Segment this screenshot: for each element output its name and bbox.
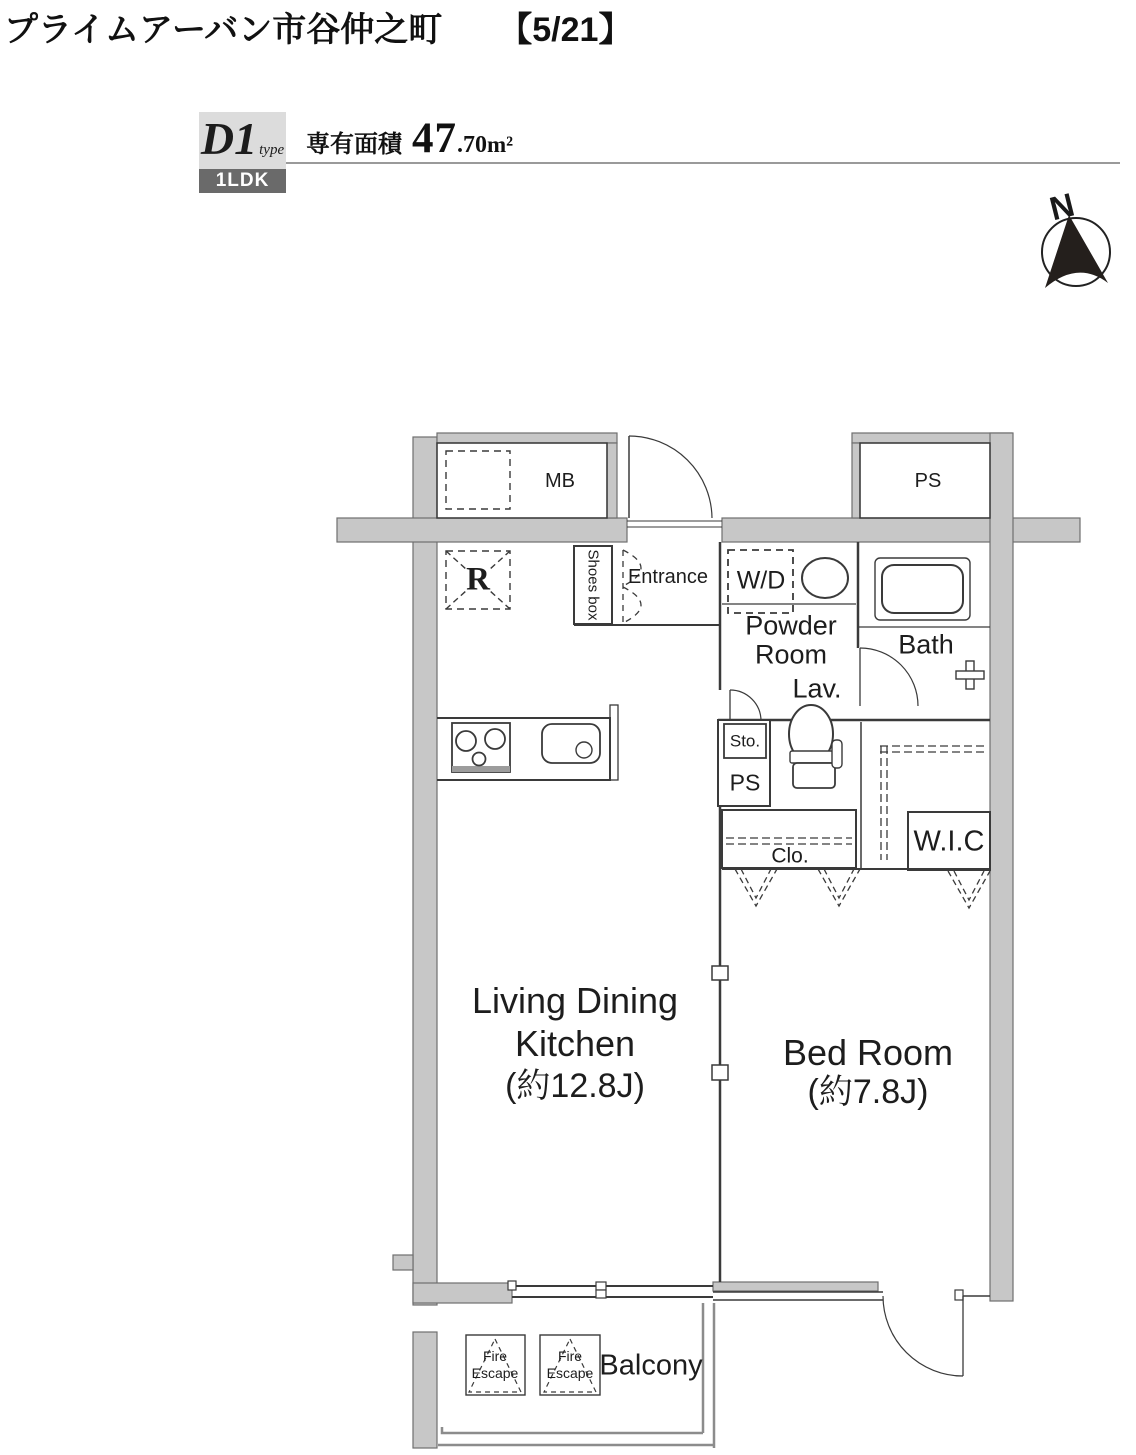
ldk-window	[512, 1286, 713, 1297]
wall-top-right	[722, 518, 1080, 542]
folding-door-symbol-1	[735, 869, 777, 906]
powder-room-label-1: Powder	[745, 610, 837, 641]
powder-door-arc	[730, 690, 761, 721]
counter-end-panel	[610, 705, 618, 780]
wall-ps-left	[852, 443, 860, 518]
ldk-window-cap	[508, 1281, 516, 1290]
wall-top-left	[337, 518, 627, 542]
entrance-threshold	[627, 521, 722, 527]
refrigerator-label: R	[466, 561, 490, 598]
railing-bottom-inner	[442, 1427, 703, 1433]
lavatory-label: Lav.	[792, 673, 842, 704]
washbasin	[802, 558, 848, 598]
wic-label: W.I.C	[913, 825, 985, 858]
area-whole: 47	[412, 115, 457, 162]
bedroom-door-jamb	[955, 1290, 963, 1300]
north-label: N	[1045, 185, 1078, 228]
burner-2	[485, 729, 505, 749]
entrance-label: Entrance	[627, 566, 709, 588]
wall-mb-right	[607, 443, 617, 518]
entrance-door-arc	[629, 436, 712, 518]
burner-3	[473, 753, 486, 766]
closet-label: Clo.	[771, 844, 809, 868]
shoes-box-label: Shoes box	[584, 549, 602, 621]
toilet-hinge	[790, 751, 833, 763]
mb-label: MB	[545, 470, 575, 492]
north-compass	[1042, 215, 1110, 288]
storage-label: Sto.	[729, 731, 761, 751]
area-label: 専有面積	[306, 132, 402, 158]
wall-left	[413, 437, 437, 1305]
partition-jog-2	[712, 1065, 728, 1080]
wall-left-stub	[393, 1255, 413, 1270]
ldk-window-mullion-b	[596, 1290, 606, 1298]
wall-bedroom-bottom	[713, 1282, 878, 1291]
unit-layout-badge: 1LDK	[199, 169, 286, 193]
toilet-lever	[832, 740, 842, 768]
ldk-label-1: Living Dining	[471, 980, 679, 1021]
mb-outline	[437, 443, 607, 518]
building-name: プライムアーバン市谷仲之町	[4, 11, 443, 49]
burner-1	[456, 731, 476, 751]
toilet-tank	[793, 763, 835, 788]
washer-dryer-label: W/D	[736, 566, 786, 595]
bedroom-size-label: (約7.8J)	[807, 1073, 929, 1111]
bedroom-window	[713, 1292, 883, 1300]
wall-mb-top	[437, 433, 617, 443]
wic-hanger-h	[880, 746, 988, 752]
faucet-icon-h	[956, 671, 984, 679]
wic-hanger-v	[881, 746, 887, 860]
area-unit: m²	[487, 132, 514, 157]
wall-ldk-bottom	[413, 1283, 512, 1303]
powder-room-label-2: Room	[754, 639, 828, 670]
unit-type-suffix: type	[259, 142, 285, 158]
bath-label: Bath	[898, 629, 954, 660]
balcony-label: Balcony	[599, 1349, 703, 1382]
bathtub-inner	[882, 565, 963, 613]
ldk-label-2: Kitchen	[514, 1023, 636, 1064]
area-decimal: .70	[457, 132, 487, 158]
folding-door-symbol-3	[948, 871, 990, 908]
bathtub-outer	[875, 558, 970, 620]
interior-lines	[437, 436, 990, 1376]
fire-escape-label-1b: Escape	[471, 1365, 519, 1381]
bedroom-label: Bed Room	[782, 1032, 954, 1073]
bedroom-door-arc	[883, 1296, 963, 1376]
fire-escape-label-2a: Fire	[557, 1348, 583, 1364]
ps-top-label: PS	[914, 470, 942, 492]
folding-door-symbol-2	[818, 869, 860, 906]
ps-small-label: PS	[729, 769, 761, 796]
ldk-size-label: (約12.8J)	[505, 1067, 645, 1105]
wall-ps-top	[852, 433, 1012, 443]
fire-escape-label-1a: Fire	[482, 1348, 508, 1364]
fire-escape-label-2b: Escape	[546, 1365, 594, 1381]
partition-jog-1	[712, 966, 728, 980]
wall-right	[990, 433, 1013, 1301]
unit-type-name: D1	[200, 113, 258, 164]
wall-balcony-left	[413, 1332, 437, 1448]
ldk-window-mullion-a	[596, 1282, 606, 1290]
page-indicator: 【5/21】	[498, 11, 633, 49]
mb-dashed-box	[446, 451, 510, 509]
stove-front-bar	[452, 766, 510, 772]
kitchen-sink	[542, 724, 600, 763]
